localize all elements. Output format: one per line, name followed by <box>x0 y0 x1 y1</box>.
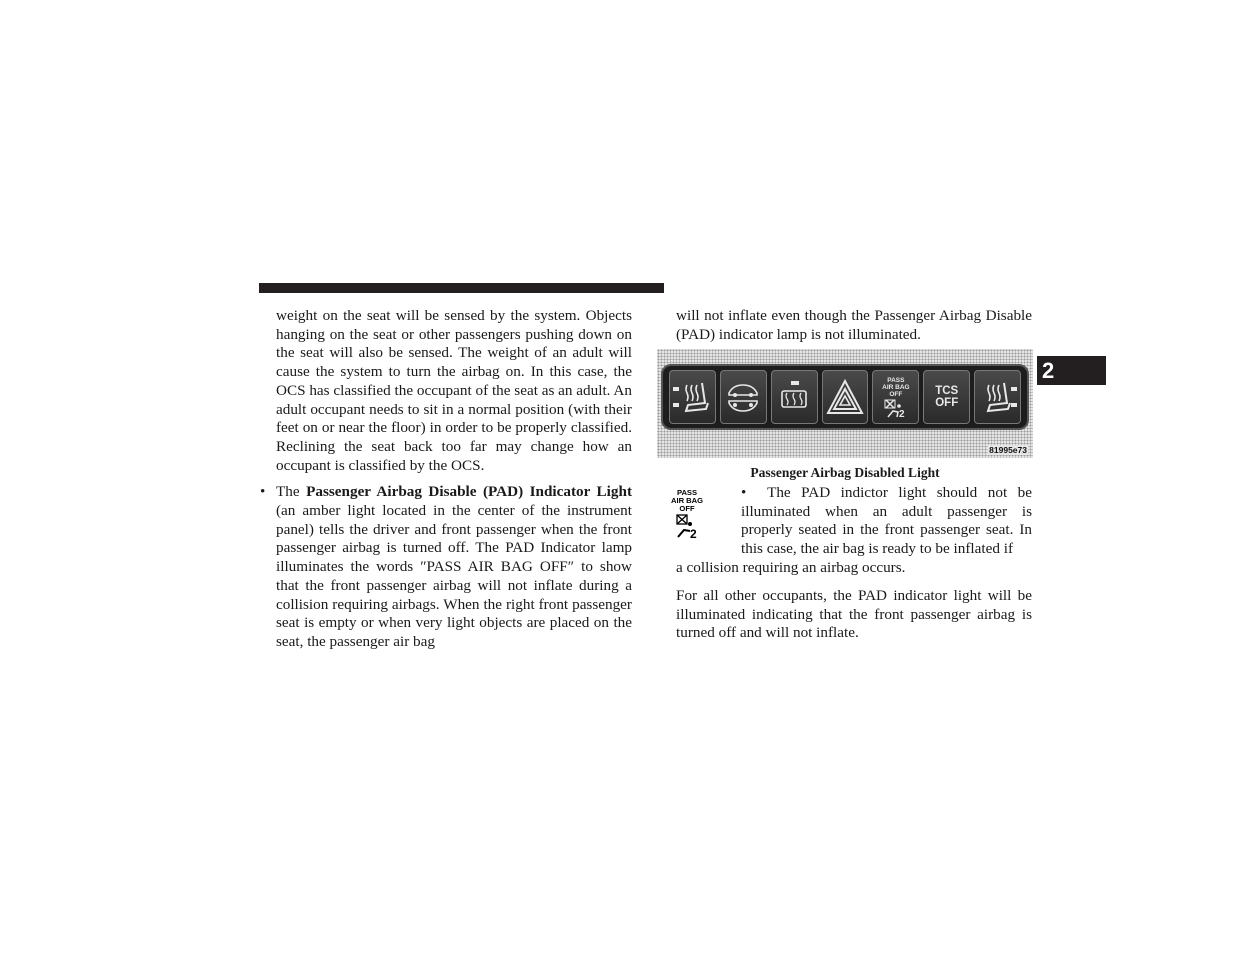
figure-code: 81995e73 <box>989 445 1027 455</box>
bullet-dot: • <box>260 483 266 501</box>
heated-seat-right-icon <box>978 377 1018 417</box>
right-bullet-continuation: a collision requiring an airbag occurs. <box>676 558 906 576</box>
rear-defrost-icon <box>774 377 814 417</box>
svg-text:2: 2 <box>898 408 905 418</box>
pad-icon-line-1: PASS <box>676 488 698 497</box>
tcs-line-2: OFF <box>935 397 959 409</box>
hazard-triangle-icon <box>825 377 865 417</box>
switch-panel <box>661 364 1029 430</box>
heated-seat-left-icon <box>672 377 712 417</box>
right-top-paragraph: will not inflate even though the Passenger Airbag Disable (PAD) indicator lamp is not illuminated. <box>676 307 1032 343</box>
pad-indicator-button <box>872 370 919 424</box>
pad-icon-line-2: AIR BAG <box>670 496 704 505</box>
pad-button-line-1: PASS <box>887 376 905 384</box>
rear-cargo-icon <box>723 377 763 417</box>
hazard-button <box>822 370 869 424</box>
right-bullet <box>676 484 1032 578</box>
figure-caption: Passenger Airbag Disabled Light <box>750 465 940 480</box>
left-column <box>260 307 632 652</box>
pad-occupant-icon <box>883 398 909 418</box>
right-bullet-dot: • <box>741 484 747 501</box>
right-bottom-paragraph: For all other occupants, the PAD indicator light will be illuminated indicating that the front passenger airbag is turned off and will not inflate. <box>676 587 1032 642</box>
heated-seat-left-button <box>669 370 716 424</box>
right-bullet-indented <box>741 484 1032 559</box>
tcs-off-button <box>923 370 970 424</box>
top-rule <box>259 283 664 293</box>
bullet-bold-term: Passenger Airbag Disable (PAD) Indicator Light <box>306 483 632 501</box>
pad-icon-line-3: OFF <box>679 504 695 513</box>
chapter-tab: 2 <box>1037 356 1106 385</box>
pad-bullet <box>260 483 632 651</box>
tcs-line-1: TCS <box>935 385 959 397</box>
switch-panel-figure <box>657 349 1033 458</box>
pad-button-line-2: AIR BAG <box>882 383 910 391</box>
right-column-bottom <box>676 587 1032 643</box>
pad-button-line-3: OFF <box>889 390 903 398</box>
bullet-lead: The <box>276 483 300 501</box>
heated-seat-right-button <box>974 370 1021 424</box>
svg-text:2: 2 <box>690 527 697 539</box>
rear-cargo-button <box>720 370 767 424</box>
right-column-top <box>676 307 1032 344</box>
left-paragraph: weight on the seat will be sensed by the system. Objects hanging on the seat or other passengers pushing down on the seat will also be sensed. The weight of an adult will cause the system to turn the airbag on. In this case, the OCS has classified the occupant of the seat as an adult. An adult occupant needs to sit in a normal position (with their feet on or near the floor) in order to be properly classified. Reclining the seat back too far may change how an occupant is classified by the OCS. <box>276 307 632 474</box>
right-bullet-text: The PAD indictor light should not be illuminated when an adult passenger is properly seated in the front passenger seat. In this case, the air bag is ready to be inflated if <box>741 484 1032 558</box>
rear-defrost-button <box>771 370 818 424</box>
bullet-rest: (an amber light located in the center of the instrument panel) tells the driver and front passenger when the front passenger airbag is turned off. The PAD Indicator lamp illuminates the words ″PASS AIR BAG OFF″ to show that the front passenger airbag will not inflate during a collision requiring airbags. When the right front passenger seat is empty or when very light objects are placed on the seat, the passenger air bag <box>276 502 632 650</box>
